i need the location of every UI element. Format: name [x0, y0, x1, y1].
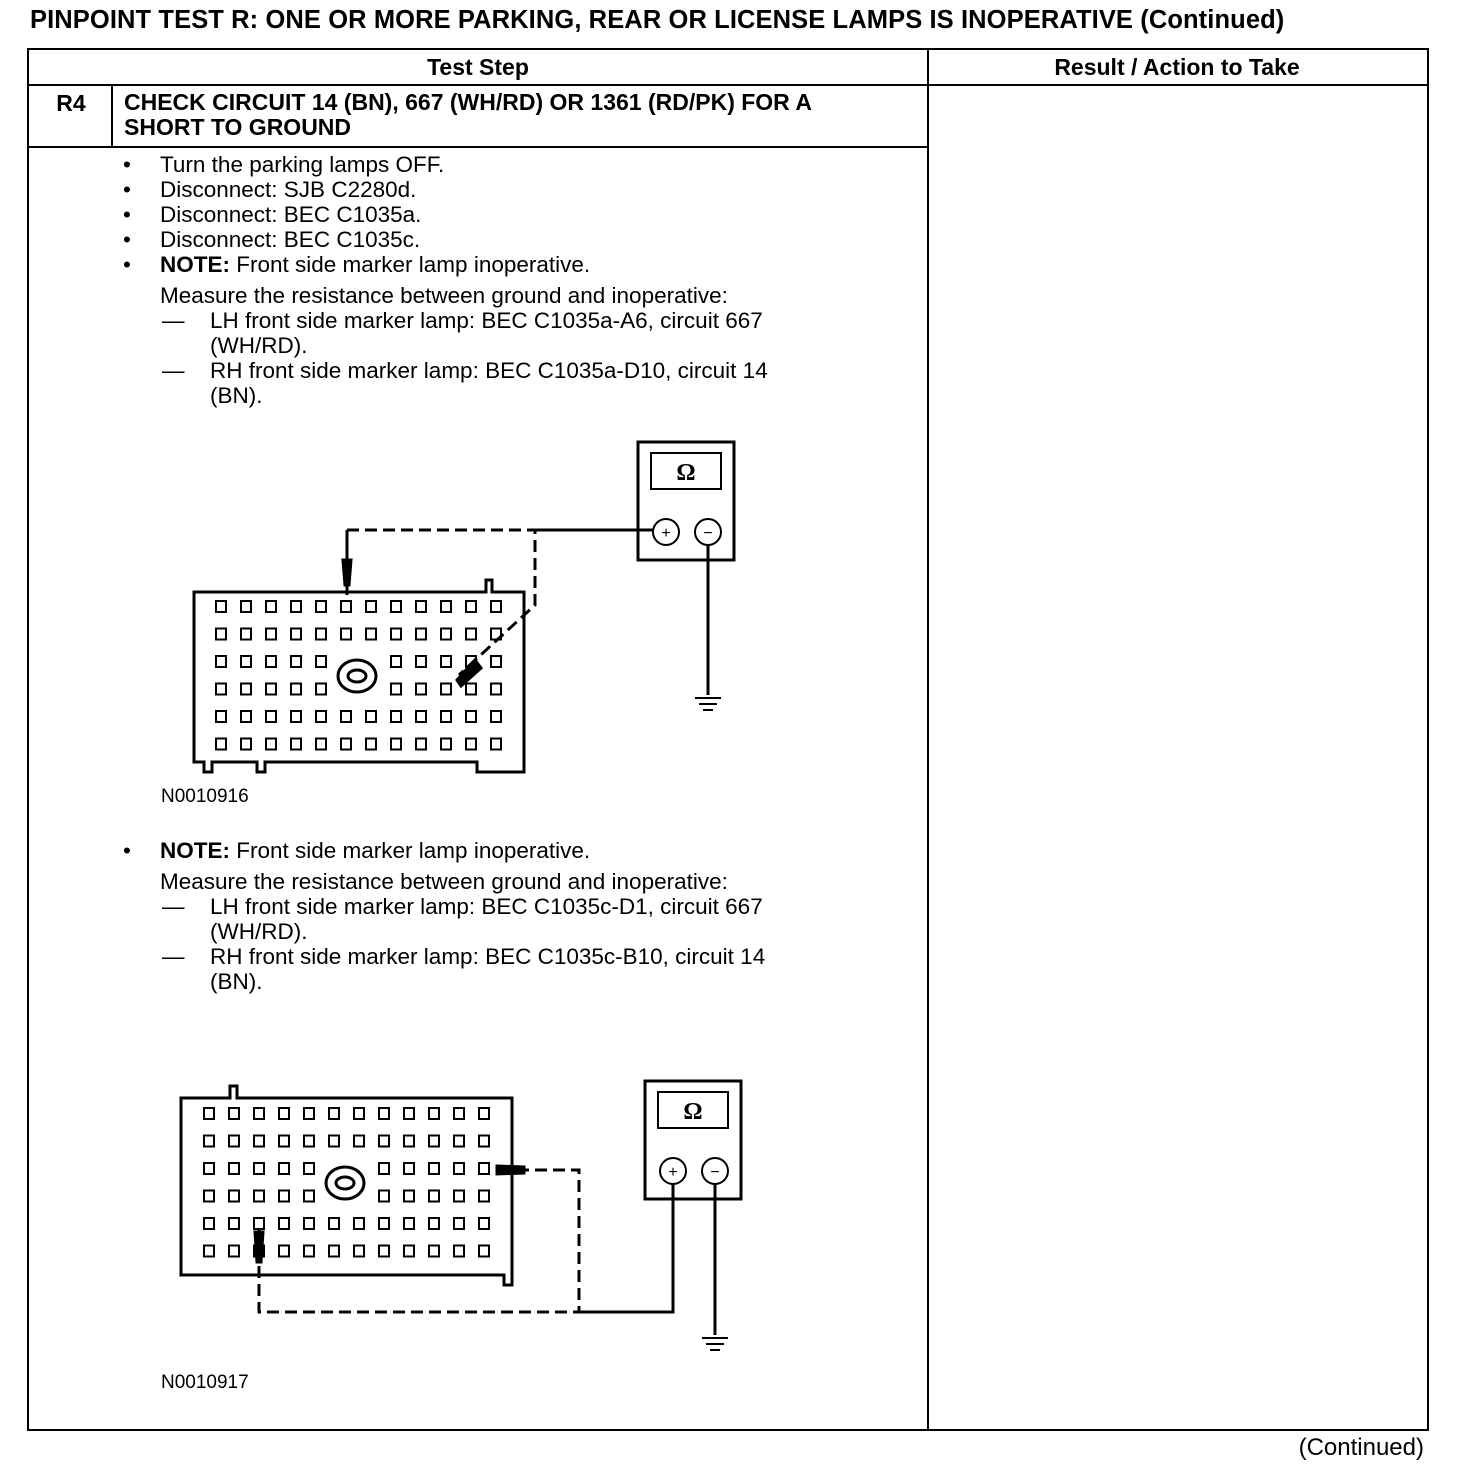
- connector-pin: [254, 1163, 264, 1174]
- figure-label-2: N0010917: [161, 1372, 249, 1393]
- lh-item-1-line-1: LH front side marker lamp: BEC C1035a-A6, circuit 667: [210, 308, 763, 333]
- connector-pin: [279, 1163, 289, 1174]
- header-result-action: Result / Action to Take: [1054, 54, 1300, 80]
- connector-pin: [479, 1218, 489, 1229]
- figure-label-1: N0010916: [161, 786, 249, 807]
- connector-pin: [329, 1136, 339, 1147]
- connector-pin: [379, 1163, 389, 1174]
- column-divider: [927, 50, 929, 1431]
- meter-symbol: Ω: [683, 1099, 703, 1125]
- connector-pin: [404, 1136, 414, 1147]
- connector-pin: [429, 1163, 439, 1174]
- connector-pin: [204, 1163, 214, 1174]
- connector-pin: [404, 1191, 414, 1202]
- connector-pin: [454, 1246, 464, 1257]
- connector-pin: [429, 1136, 439, 1147]
- connector-pin: [229, 1136, 239, 1147]
- connector-pin: [279, 1218, 289, 1229]
- dash-icon: —: [162, 944, 185, 969]
- bullet-icon: •: [123, 252, 131, 277]
- connector-key: [326, 1167, 364, 1199]
- note-text: Front side marker lamp inoperative.: [230, 838, 591, 863]
- minus-label: −: [703, 525, 713, 542]
- connector-body: [181, 1086, 512, 1285]
- connector-pin: [304, 1246, 314, 1257]
- connector-pin: [229, 1163, 239, 1174]
- connector-pin: [479, 1136, 489, 1147]
- ground-icon: [702, 1338, 728, 1350]
- rh-item-1-line-1: RH front side marker lamp: BEC C1035a-D10, circuit 14: [210, 358, 768, 383]
- rh-item-1-line-2: (BN).: [210, 383, 263, 408]
- connector-pin: [254, 1191, 264, 1202]
- bullet-icon: •: [123, 838, 131, 863]
- connector-pin: [379, 1246, 389, 1257]
- rh-item-2-line-1: RH front side marker lamp: BEC C1035c-B10, circuit 14: [210, 944, 766, 969]
- connector-pin: [304, 1136, 314, 1147]
- plus-label: +: [661, 525, 671, 542]
- dash-icon: —: [162, 894, 185, 919]
- lh-item-2-line-2: (WH/RD).: [210, 919, 308, 944]
- lh-item-2-line-1: LH front side marker lamp: BEC C1035c-D1, circuit 667: [210, 894, 763, 919]
- connector-pin: [404, 1108, 414, 1119]
- connector-pin: [279, 1246, 289, 1257]
- dash-icon: —: [162, 358, 185, 383]
- lh-item-1-line-2: (WH/RD).: [210, 333, 308, 358]
- connector-pin: [229, 1246, 239, 1257]
- connector-pin: [479, 1191, 489, 1202]
- connector-pin: [454, 1136, 464, 1147]
- connector-pin: [354, 1218, 364, 1229]
- instruction-4: Disconnect: BEC C1035c.: [160, 227, 421, 252]
- note-label: NOTE:: [160, 252, 230, 277]
- connector-pin: [204, 1246, 214, 1257]
- meter-symbol: Ω: [676, 460, 696, 486]
- note-label: NOTE:: [160, 838, 230, 863]
- connector-pin: [404, 1163, 414, 1174]
- connector-pin: [329, 1218, 339, 1229]
- connector-pin: [329, 1246, 339, 1257]
- dash-icon: —: [162, 308, 185, 333]
- bullet-icon: •: [123, 202, 131, 227]
- connector-pin: [204, 1191, 214, 1202]
- instruction-3: Disconnect: BEC C1035a.: [160, 202, 422, 227]
- connector-pin: [454, 1108, 464, 1119]
- connector-pin: [404, 1246, 414, 1257]
- connector-pin: [379, 1191, 389, 1202]
- connector-pin: [454, 1191, 464, 1202]
- connector-pin: [304, 1163, 314, 1174]
- connector-pin: [254, 1108, 264, 1119]
- rh-item-2-line-2: (BN).: [210, 969, 263, 994]
- connector-pin: [479, 1163, 489, 1174]
- connector-pin: [479, 1108, 489, 1119]
- connector-pin: [404, 1218, 414, 1229]
- connector-pin: [229, 1218, 239, 1229]
- bullet-icon: •: [123, 227, 131, 252]
- page-title: PINPOINT TEST R: ONE OR MORE PARKING, REAR OR LICENSE LAMPS IS INOPERATIVE (Continued): [30, 6, 1285, 34]
- connector-pin: [304, 1108, 314, 1119]
- connector-pin: [279, 1191, 289, 1202]
- probe-tip: [497, 1166, 524, 1174]
- connector-pin: [204, 1218, 214, 1229]
- header-test-step: Test Step: [427, 54, 529, 80]
- instruction-2: Disconnect: SJB C2280d.: [160, 177, 417, 202]
- connector-pin: [379, 1136, 389, 1147]
- connector-pin: [454, 1163, 464, 1174]
- connector-pin: [354, 1246, 364, 1257]
- step-id: R4: [56, 90, 86, 116]
- connector-pin: [354, 1136, 364, 1147]
- minus-label: −: [710, 1164, 720, 1181]
- probe-tip: [255, 1232, 263, 1262]
- connector-pin: [254, 1218, 264, 1229]
- connector-pin: [379, 1108, 389, 1119]
- connector-pin: [354, 1108, 364, 1119]
- connector-diagram-2: [29, 50, 927, 1431]
- instruction-1: Turn the parking lamps OFF.: [160, 152, 445, 177]
- connector-pin: [229, 1191, 239, 1202]
- continued-footer: (Continued): [1298, 1434, 1424, 1461]
- connector-pin: [254, 1136, 264, 1147]
- measure-instruction-1: Measure the resistance between ground and inoperative:: [160, 283, 728, 308]
- pinpoint-table: [27, 48, 1429, 1431]
- connector-pin: [429, 1218, 439, 1229]
- connector-pin: [379, 1218, 389, 1229]
- connector-pin: [454, 1218, 464, 1229]
- step-title-line-1: CHECK CIRCUIT 14 (BN), 667 (WH/RD) OR 1361 (RD/PK) FOR A: [124, 89, 812, 115]
- connector-pin: [329, 1108, 339, 1119]
- connector-pin: [204, 1136, 214, 1147]
- connector-pin: [304, 1191, 314, 1202]
- connector-pin: [279, 1108, 289, 1119]
- connector-pin: [429, 1108, 439, 1119]
- plus-label: +: [668, 1164, 678, 1181]
- connector-pin: [479, 1246, 489, 1257]
- connector-pin: [204, 1108, 214, 1119]
- connector-pin: [229, 1108, 239, 1119]
- bullet-icon: •: [123, 177, 131, 202]
- connector-pin: [429, 1246, 439, 1257]
- bullet-icon: •: [123, 152, 131, 177]
- connector-pin: [279, 1136, 289, 1147]
- measure-instruction-2: Measure the resistance between ground and inoperative:: [160, 869, 728, 894]
- step-title-line-2: SHORT TO GROUND: [124, 114, 352, 140]
- connector-pin: [429, 1191, 439, 1202]
- connector-pin: [304, 1218, 314, 1229]
- note-text: Front side marker lamp inoperative.: [230, 252, 591, 277]
